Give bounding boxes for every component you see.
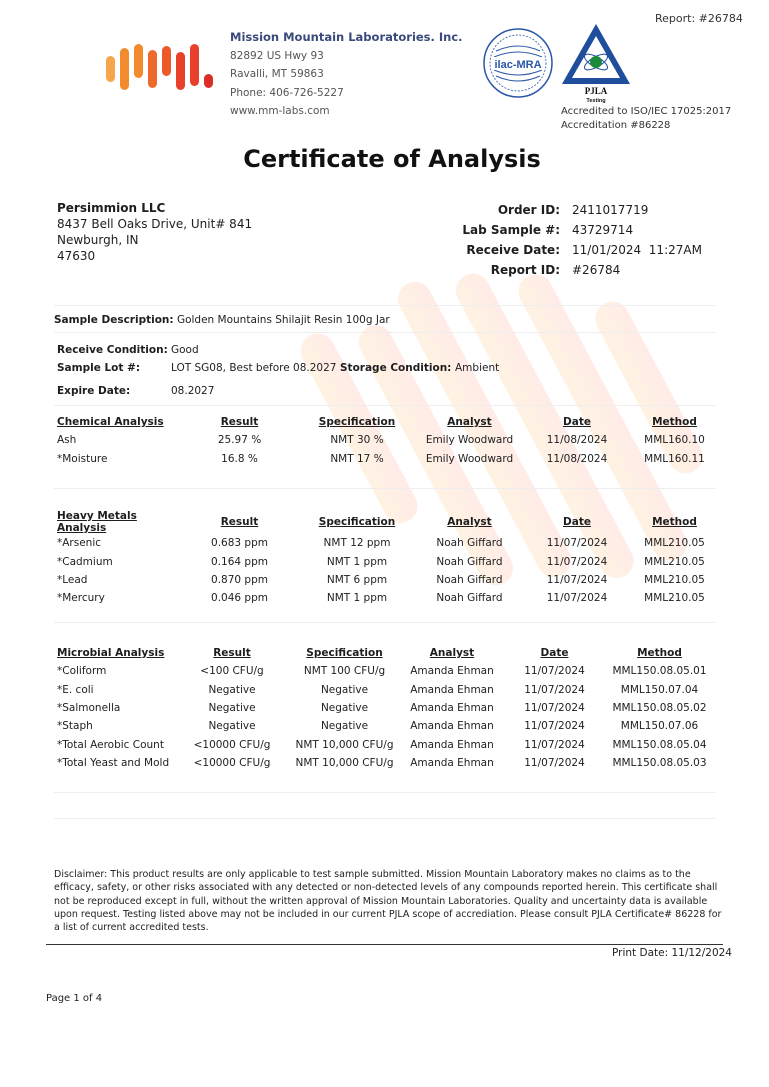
analyst-name: Noah Giffard [436,573,503,586]
analyst-header: Analyst [447,516,492,528]
method-code: MML150.07.06 [620,720,699,733]
analyst-name: Amanda Ehman [410,701,494,714]
sample-lot-label: Sample Lot #: [57,362,141,374]
divider [54,792,716,793]
client-name: Persimmion LLC [57,201,166,215]
analyte-name: Ash [57,434,77,447]
report-id-label: Report ID: [490,263,560,277]
analyte-name: *Salmonella [57,701,121,714]
order-id-row [440,200,702,220]
analyte-name: *Total Yeast and Mold [57,757,170,770]
analyte-name: *Cadmium [57,555,113,568]
analyte-name: *Moisture [57,452,108,465]
table-row [57,754,712,772]
specification-value: Negative [320,683,369,696]
table-header-row [57,413,717,431]
specification-value: NMT 6 ppm [326,573,388,586]
method-code: MML150.08.05.03 [612,757,707,770]
test-date: 11/07/2024 [546,537,608,550]
microbial-analysis-heading: Microbial Analysis [57,647,165,659]
test-date: 11/07/2024 [546,573,608,586]
analyte-name: *Staph [57,720,93,733]
receive-date-label: Receive Date: [466,243,560,257]
result-header: Result [220,416,259,428]
method-code: MML210.05 [644,573,705,586]
sample-lot-value: LOT SG08, Best before 08.2027 [171,362,337,374]
microbial-analysis-table [57,644,712,772]
analyst-header: Analyst [429,647,475,659]
specification-header: Specification [318,416,396,428]
accreditation-number: Accreditation #86228 [561,119,671,131]
order-id-value: 2411017719 [572,203,649,217]
result-value: 16.8 % [221,452,258,465]
sample-description-label: Sample Description: [54,314,174,326]
accreditation-standard: Accredited to ISO/IEC 17025:2017 [561,106,732,117]
date-header: Date [540,647,569,659]
analyst-name: Noah Giffard [436,537,503,550]
analyst-name: Amanda Ehman [410,683,494,696]
receive-condition-value: Good [171,344,199,356]
lab-address-line2: Ravalli, MT 59863 [230,68,324,80]
sample-description-value: Golden Mountains Shilajit Resin 100g Jar [176,314,390,326]
lab-contact-block [230,28,463,121]
divider [54,622,716,623]
test-date: 11/07/2024 [524,683,585,696]
test-date: 11/07/2024 [524,738,585,751]
lab-sample-value: 43729714 [572,223,634,237]
result-value: <10000 CFU/g [193,738,271,751]
analyte-name: *Mercury [57,592,105,605]
pjla-accreditation-icon [560,22,632,104]
analyte-name: *Lead [57,573,88,586]
report-id-value: #26784 [572,263,621,277]
disclaimer-text: Disclaimer: This product results are only applicable to test sample submitted. Mission Mountain Laboratory makes no claims as to the efficacy, safety, or other risks associated with any detected or non-detected levels of any compounds reported herein. This certificate shall not be reproduced except in full, without the written approval of Mission Mountain Laboratories. Quality and uncertainty data is available upon request. Testing listed above may not be included in our current PJLA scope of accrediation. Please consult PJLA Certificate# 86228 for a list of current accredited tests. [54,869,722,934]
result-value: 0.683 ppm [211,537,268,550]
analyst-name: Emily Woodward [425,452,514,465]
footer-divider [46,944,723,945]
table-row [57,534,717,552]
storage-condition-label: Storage Condition: [340,362,452,374]
chemical-analysis-table [57,413,717,468]
print-date: Print Date: 11/12/2024 [612,947,732,959]
specification-value: NMT 17 % [330,452,384,465]
order-info-block [440,200,702,280]
result-header: Result [213,647,251,659]
table-header-row [57,510,717,534]
client-address-line2: Newburgh, IN [57,233,139,247]
table-row [57,552,717,570]
date-header: Date [563,416,591,428]
receive-date-row [440,240,702,260]
method-code: MML160.11 [644,452,705,465]
ilac-mra-seal-icon [482,26,554,100]
date-header: Date [563,516,591,528]
test-date: 11/07/2024 [524,701,585,714]
storage-condition-value: Ambient [455,362,500,374]
method-code: MML160.10 [644,434,705,447]
result-value: 0.046 ppm [211,592,268,605]
result-value: Negative [208,683,256,696]
analyst-header: Analyst [447,416,492,428]
lab-phone: Phone: 406-726-5227 [230,86,344,99]
test-date: 11/07/2024 [524,757,585,770]
analyte-name: *Arsenic [57,537,102,550]
result-value: 0.870 ppm [211,573,268,586]
table-row [57,699,712,717]
divider [54,332,716,333]
table-row [57,571,717,589]
mml-logo [104,44,216,92]
table-row [57,736,712,754]
result-value: <100 CFU/g [200,665,264,678]
analyst-name: Noah Giffard [436,555,503,568]
test-date: 11/07/2024 [546,555,608,568]
table-row [57,717,712,735]
analyte-name: *Coliform [57,665,107,678]
specification-value: NMT 100 CFU/g [303,665,386,678]
divider [54,305,716,306]
analyst-name: Emily Woodward [425,434,514,447]
analyst-name: Noah Giffard [436,592,503,605]
sample-description [54,314,390,326]
page-number: Page 1 of 4 [46,993,103,1004]
table-row [57,680,712,698]
divider [54,818,716,819]
specification-value: Negative [320,701,369,714]
specification-value: NMT 1 ppm [326,592,388,605]
analyst-name: Amanda Ehman [410,757,494,770]
test-date: 11/08/2024 [546,452,608,465]
method-code: MML150.08.05.04 [612,738,707,751]
specification-value: NMT 30 % [330,434,384,447]
heavy-metals-table [57,510,717,608]
method-code: MML150.07.04 [620,683,699,696]
lab-website: www.mm-labs.com [230,105,330,117]
method-code: MML210.05 [644,592,705,605]
analyst-name: Amanda Ehman [410,665,494,678]
result-value: 0.164 ppm [211,555,268,568]
table-row [57,449,717,467]
order-id-label: Order ID: [497,203,560,217]
client-zip: 47630 [57,249,96,263]
test-date: 11/08/2024 [546,434,608,447]
analyst-name: Amanda Ehman [410,720,494,733]
divider [54,488,716,489]
specification-value: NMT 10,000 CFU/g [295,757,394,770]
client-address-block [57,200,252,264]
page-title: Certificate of Analysis [243,145,541,173]
method-header: Method [637,647,682,659]
specification-value: NMT 12 ppm [323,537,391,550]
lab-address-line1: 82892 US Hwy 93 [230,49,324,62]
chemical-analysis-heading: Chemical Analysis [57,416,164,428]
expire-date-label: Expire Date: [57,385,131,397]
expire-date-value: 08.2027 [171,385,215,397]
pjla-sub-label: Testing [586,98,606,104]
result-value: 25.97 % [217,434,262,447]
report-number-header: Report: #26784 [655,12,743,25]
test-date: 11/07/2024 [546,592,608,605]
accreditation-block [561,105,731,132]
result-value: Negative [208,720,256,733]
client-address-line1: 8437 Bell Oaks Drive, Unit# 841 [57,217,253,231]
lab-sample-label: Lab Sample #: [462,223,560,237]
method-code: MML210.05 [644,555,705,568]
analyte-name: *E. coli [57,683,94,696]
table-row [57,431,717,449]
method-code: MML150.08.05.02 [612,701,707,714]
analyst-name: Amanda Ehman [410,738,494,751]
result-value: <10000 CFU/g [193,757,271,770]
method-header: Method [652,516,697,528]
specification-header: Specification [318,516,396,528]
specification-value: NMT 10,000 CFU/g [295,738,394,751]
test-date: 11/07/2024 [524,665,585,678]
divider [54,405,716,406]
test-date: 11/07/2024 [524,720,585,733]
result-value: Negative [208,701,256,714]
method-code: MML210.05 [644,537,705,550]
heavy-metals-heading: Heavy Metals Analysis [57,510,137,534]
lab-name: Mission Mountain Laboratories. Inc. [230,30,463,44]
pjla-label: PJLA [584,86,608,96]
specification-value: Negative [320,720,369,733]
table-row [57,589,717,607]
table-row [57,662,712,680]
method-code: MML150.08.05.01 [612,665,707,678]
method-header: Method [652,416,697,428]
specification-header: Specification [306,647,383,659]
report-id-row [440,260,702,280]
specification-value: NMT 1 ppm [326,555,388,568]
lab-sample-row [440,220,702,240]
table-header-row [57,644,712,662]
analyte-name: *Total Aerobic Count [57,738,164,751]
receive-date-value: 11/01/2024 11:27AM [572,243,702,257]
ilac-label: ilac-MRA [494,59,542,71]
result-header: Result [220,516,259,528]
receive-condition-label: Receive Condition: [57,344,168,356]
